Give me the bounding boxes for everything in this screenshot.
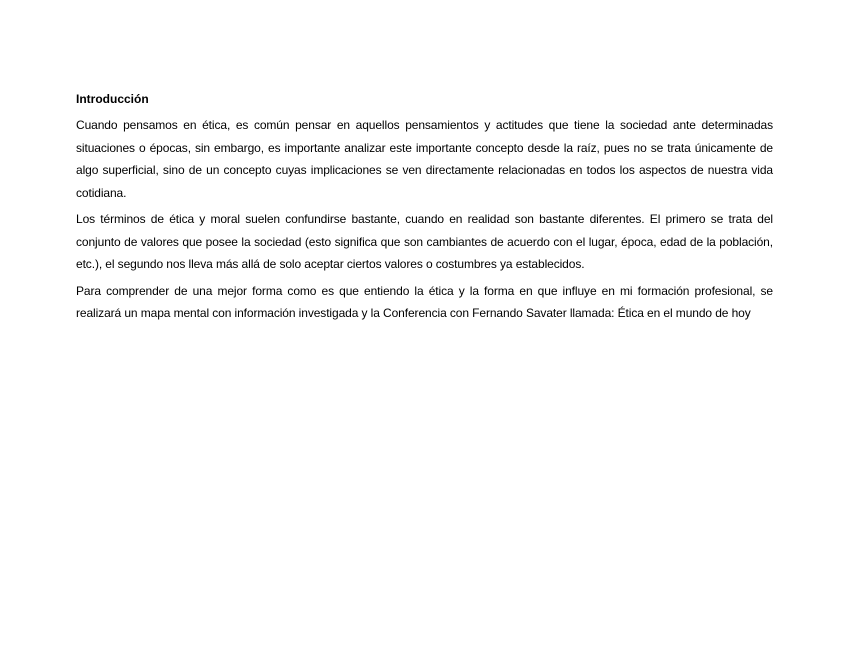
document-body bbox=[76, 90, 773, 329]
paragraph-2: Los términos de ética y moral suelen confundirse bastante, cuando en realidad son bastante diferentes. El primero se trata del conjunto de valores que posee la sociedad (esto significa que son cambiantes de acuerdo con el lugar, época, edad de la población, etc.), el segundo nos lleva más allá de solo aceptar ciertos valores o costumbres ya establecidos. bbox=[76, 212, 773, 271]
paragraph-1: Cuando pensamos en ética, es común pensar en aquellos pensamientos y actitudes que tiene la sociedad ante determinadas situaciones o épocas, sin embargo, es importante analizar este importante concepto desde la raíz, pues no se trata únicamente de algo superficial, sino de un concepto cuyas implicaciones se ven directamente relacionadas en todos los aspectos de nuestra vida cotidiana. bbox=[76, 118, 773, 200]
section-heading: Introducción bbox=[76, 92, 149, 106]
paragraph-3: Para comprender de una mejor forma como es que entiendo la ética y la forma en que influye en mi formación profesional, se realizará un mapa mental con información investigada y la Conferencia con Fernando Savater llamada: Ética en el mundo de hoy bbox=[76, 283, 773, 320]
